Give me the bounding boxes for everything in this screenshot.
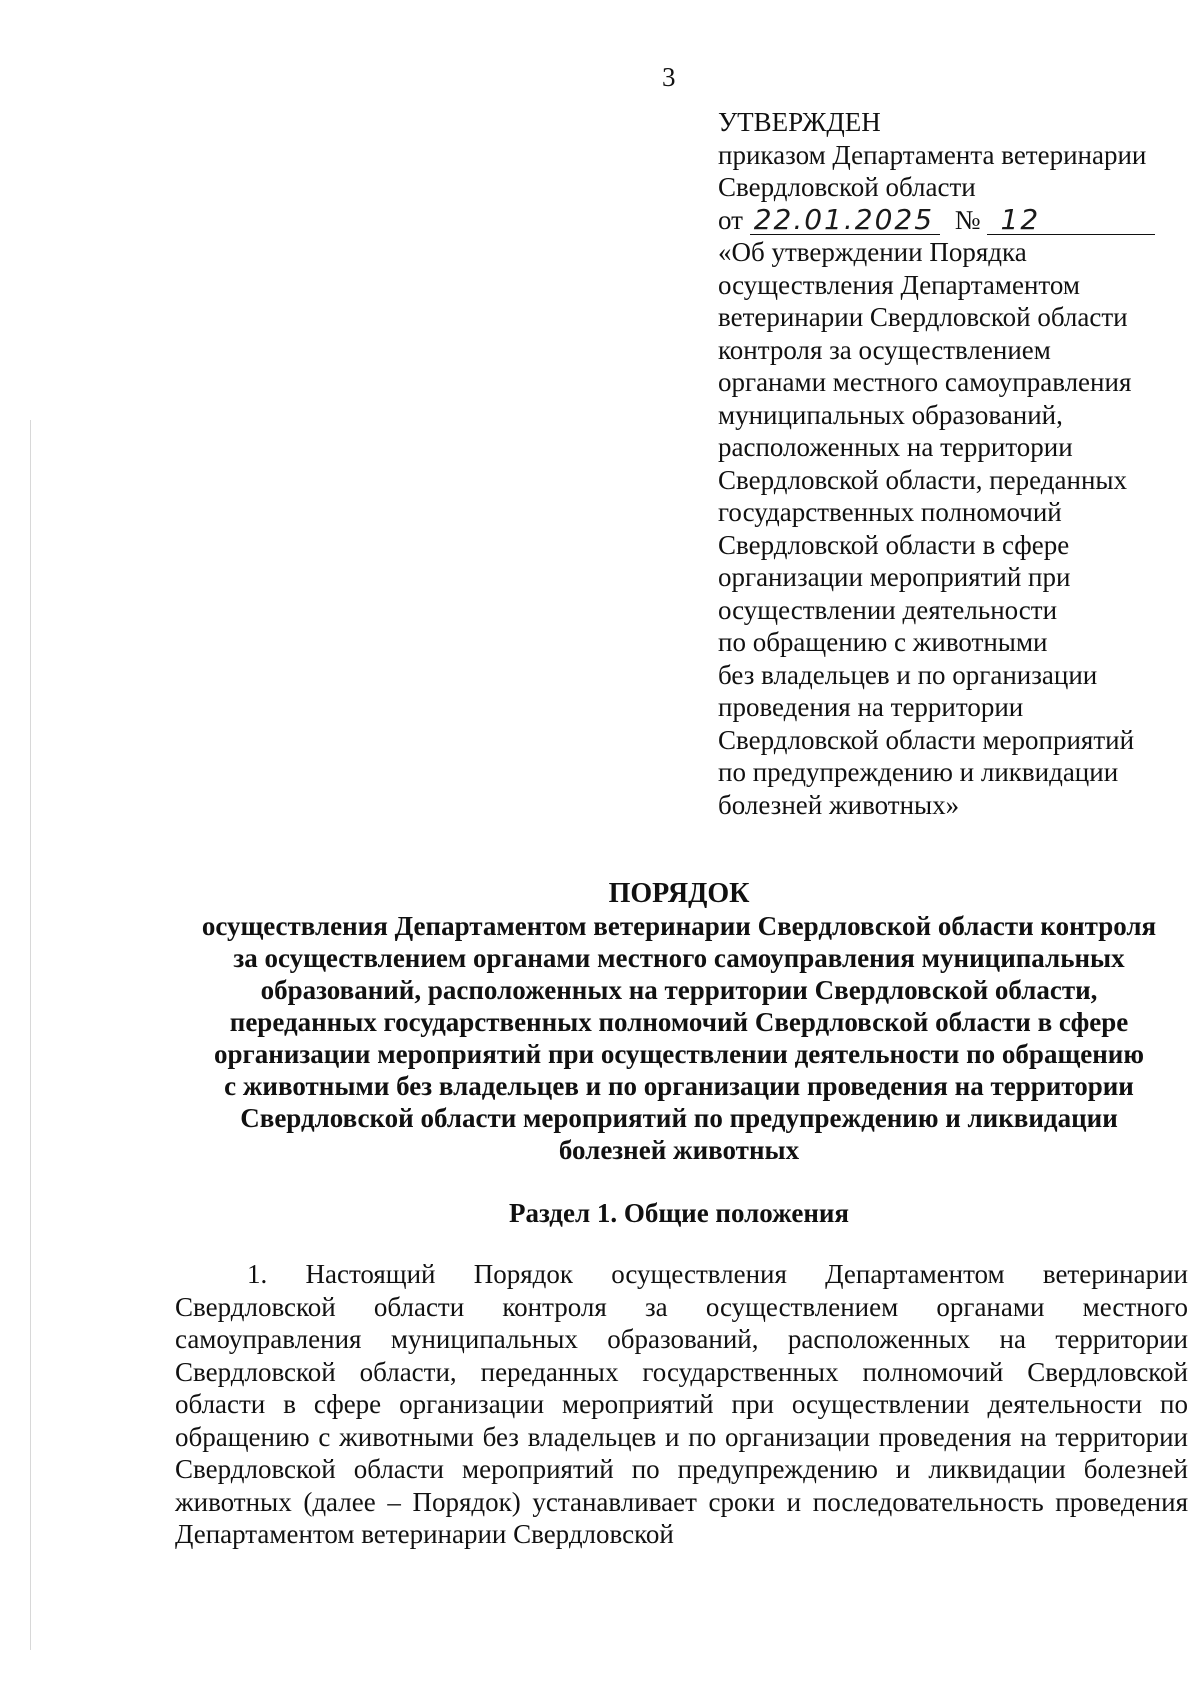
section-heading: Раздел 1. Общие положения <box>508 1198 850 1228</box>
subject-line: болезней животных» <box>718 789 960 820</box>
order-subtitle-line: организации мероприятий при осуществлении деятельности по обращению <box>214 1039 1144 1069</box>
subject-line: Свердловской области, переданных <box>718 464 1128 495</box>
approval-block <box>718 106 1178 821</box>
subject-line: осуществления Департаментом <box>718 269 1080 300</box>
order-subtitle-line: за осуществлением органами местного самоуправления муниципальных <box>233 943 1125 973</box>
number-sign: № <box>954 204 981 235</box>
subject-line: расположенных на территории <box>718 432 1073 462</box>
order-subtitle-line: образований, расположенных на территории Свердловской области, <box>260 975 1098 1005</box>
order-title-block <box>170 878 1188 1166</box>
order-subtitle-line: осуществления Департаментом ветеринарии Свердловской области контроля <box>201 911 1157 941</box>
subject-line: по предупреждению и ликвидации <box>718 757 1119 787</box>
approval-title: УТВЕРЖДЕН <box>718 107 881 137</box>
subject-line: «Об утверждении Порядка <box>718 237 1027 267</box>
approval-line: приказом Департамента ветеринарии <box>718 139 1147 170</box>
subject-line: ветеринарии Свердловской области <box>718 302 1128 332</box>
subject-line: контроля за осуществлением <box>718 334 1051 365</box>
approval-line: Свердловской области <box>718 172 976 202</box>
approval-date-line <box>718 204 1178 237</box>
order-subtitle-line: с животными без владельцев и по организации проведения на территории <box>224 1071 1134 1101</box>
order-subtitle-line: Свердловской области мероприятий по предупреждению и ликвидации <box>240 1103 1118 1133</box>
scan-edge-line <box>30 420 31 1650</box>
order-subtitle-line: болезней животных <box>558 1135 800 1165</box>
handwritten-date: 22.01.2025 <box>750 206 940 235</box>
subject-line: организации мероприятий при <box>718 562 1071 592</box>
subject-line: Свердловской области мероприятий <box>718 724 1135 755</box>
subject-line: государственных полномочий <box>718 497 1062 527</box>
handwritten-number: 12 <box>987 206 1155 235</box>
subject-line: без владельцев и по организации <box>718 659 1098 690</box>
subject-line: муниципальных образований, <box>718 399 1063 430</box>
subject-line: органами местного самоуправления <box>718 367 1132 397</box>
page-number: 3 <box>662 62 676 92</box>
order-title: ПОРЯДОК <box>608 878 750 909</box>
subject-line: проведения на территории <box>718 692 1024 722</box>
date-prefix: от <box>718 204 743 235</box>
body-paragraph: 1. Настоящий Порядок осуществления Департаментом ветеринарии Свердловской области контроля за осуществлением органами местного самоуправления муниципальных образований, расположенных на территории Свердловской области, переданных государственных полномочий Свердловской области в сфере организации мероприятий при осуществлении деятельности по обращению с животными без владельцев и по организации проведения на территории Свердловской области мероприятий по предупреждению и ликвидации болезней животных (далее – Порядок) устанавливает сроки и последовательность проведения Департаментом ветеринарии Свердловской <box>175 1259 1188 1549</box>
subject-line: Свердловской области в сфере <box>718 529 1070 560</box>
subject-line: осуществлении деятельности <box>718 594 1058 625</box>
subject-line: по обращению с животными <box>718 627 1048 657</box>
order-subtitle-line: переданных государственных полномочий Свердловской области в сфере <box>229 1007 1129 1037</box>
